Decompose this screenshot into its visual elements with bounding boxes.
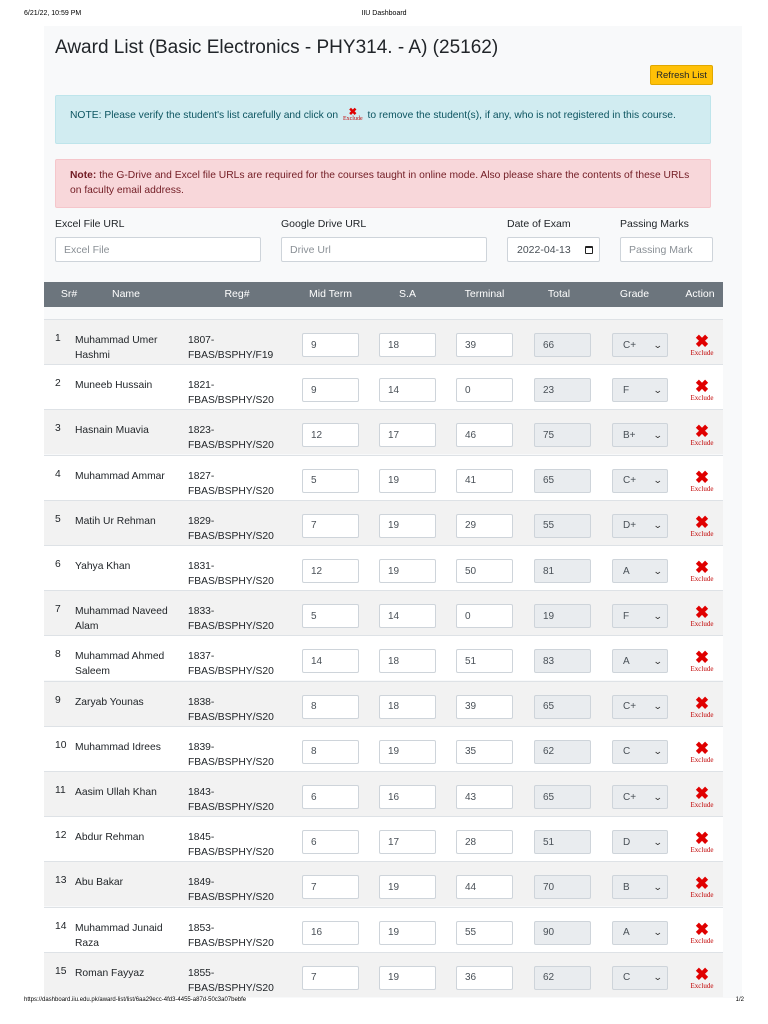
student-name: Matih Ur Rehman — [75, 515, 156, 527]
close-icon: ✖ — [694, 377, 710, 397]
chevron-down-icon: ⌄ — [653, 701, 664, 712]
inline-exclude-icon: ✖ Exclude — [342, 107, 363, 122]
row-sr: 3 — [55, 423, 61, 435]
header-grade: Grade — [619, 288, 650, 300]
student-name: Muhammad Idrees — [75, 741, 161, 753]
exam-date-label: Date of Exam — [507, 218, 571, 230]
grade-select[interactable] — [612, 559, 668, 583]
registration-number: 1845-FBAS/BSPHY/S20 — [188, 832, 274, 859]
student-name: Abu Bakar — [75, 877, 124, 889]
close-icon: ✖ — [694, 422, 710, 442]
exclude-button[interactable] — [684, 605, 720, 628]
mid-term-input[interactable] — [302, 649, 359, 673]
exclude-label: Exclude — [690, 981, 714, 990]
terminal-input[interactable] — [456, 469, 513, 493]
table-header — [44, 282, 723, 307]
sa-input[interactable] — [379, 966, 436, 990]
total-field — [534, 333, 591, 357]
student-name: Aasim Ullah Khan — [75, 787, 157, 798]
close-icon: ✖ — [694, 603, 710, 623]
table-row — [44, 861, 723, 906]
mid-term-input[interactable] — [302, 378, 359, 402]
close-icon: ✖ — [694, 964, 710, 984]
terminal-input[interactable] — [456, 378, 513, 402]
grade-value: A — [623, 565, 630, 577]
grade-value: C+ — [623, 475, 637, 487]
student-name: Muneeb Hussain — [75, 380, 153, 392]
terminal-input[interactable] — [456, 740, 513, 764]
total-value: 90 — [543, 927, 555, 939]
table-row — [44, 907, 723, 952]
drive-url-input[interactable] — [281, 237, 487, 262]
exclude-label: Exclude — [690, 529, 714, 538]
url-requirement-note — [55, 159, 711, 208]
registration-number: 1853-FBAS/BSPHY/S20 — [188, 922, 274, 949]
row-sr: 2 — [55, 378, 61, 390]
header-mid-term: Mid Term — [309, 288, 352, 300]
grade-select[interactable] — [612, 649, 668, 673]
grade-select[interactable] — [612, 514, 668, 538]
exclude-button[interactable] — [684, 876, 720, 899]
header-name: Name — [111, 288, 140, 300]
exclude-label: Exclude — [690, 575, 714, 583]
print-url: https://dashboard.iiu.edu.pk/award-list/list/6aa29ecc-4fd3-4455-a87d-50c3a07bebfe — [24, 997, 247, 1003]
exclude-label: Exclude — [690, 349, 714, 357]
grade-value: C+ — [623, 701, 637, 713]
exclude-button[interactable] — [684, 650, 720, 673]
exclude-button[interactable] — [684, 379, 720, 402]
table-row — [44, 681, 723, 726]
chevron-down-icon: ⌄ — [653, 881, 664, 892]
grade-select[interactable] — [612, 740, 668, 764]
grade-select[interactable] — [612, 966, 668, 990]
exclude-button[interactable] — [684, 424, 720, 447]
total-value: 62 — [543, 746, 555, 758]
refresh-list-button[interactable]: Refresh List — [650, 65, 713, 85]
student-name: Yahya Khan — [75, 561, 131, 572]
registration-number: 1839-FBAS/BSPHY/S20 — [188, 741, 274, 768]
exclude-label: Exclude — [690, 891, 714, 900]
terminal-input[interactable] — [456, 423, 513, 447]
chevron-down-icon: ⌄ — [653, 384, 664, 395]
total-field — [534, 604, 591, 628]
total-value: 65 — [543, 475, 555, 487]
passing-marks-input[interactable] — [620, 237, 713, 262]
registration-number: 1843-FBAS/BSPHY/S20 — [188, 787, 274, 813]
sa-input[interactable] — [379, 740, 436, 764]
table-row — [44, 319, 723, 364]
chevron-down-icon: ⌄ — [653, 927, 664, 938]
mid-term-input[interactable] — [302, 695, 359, 719]
total-field — [534, 695, 591, 719]
table-row — [44, 455, 723, 500]
exclude-button[interactable] — [684, 512, 720, 538]
exclude-button[interactable] — [684, 560, 720, 583]
table-row — [44, 500, 723, 545]
grade-value: A — [623, 655, 630, 667]
total-field — [534, 423, 591, 447]
close-icon: ✖ — [694, 467, 710, 487]
total-value: 65 — [543, 791, 555, 803]
row-sr: 7 — [55, 604, 61, 616]
exclude-button[interactable] — [684, 334, 720, 357]
award-list-card — [44, 26, 742, 998]
row-sr: 4 — [55, 468, 61, 480]
exam-date-value: 2022-04-13 — [517, 243, 571, 256]
grade-select[interactable] — [612, 921, 668, 945]
exclude-label: Exclude — [690, 439, 714, 448]
terminal-input[interactable] — [456, 514, 513, 538]
chevron-down-icon: ⌄ — [653, 746, 664, 757]
exclude-label: Exclude — [690, 936, 714, 945]
table-row — [44, 771, 723, 816]
total-field — [534, 740, 591, 764]
chevron-down-icon: ⌄ — [653, 791, 664, 802]
mid-term-input[interactable] — [302, 514, 359, 538]
terminal-input[interactable] — [456, 695, 513, 719]
student-name: Abdur Rehman — [75, 832, 145, 844]
exclude-label: Exclude — [690, 710, 714, 719]
close-icon: ✖ — [694, 332, 710, 351]
terminal-input[interactable] — [456, 559, 513, 583]
total-field — [534, 785, 591, 809]
close-icon: ✖ — [694, 919, 710, 939]
page-title: Award List (Basic Electronics - PHY314. - A) (25162) — [55, 37, 499, 58]
sa-input[interactable] — [379, 514, 436, 538]
exclude-button[interactable] — [684, 831, 720, 854]
mid-term-input[interactable] — [302, 921, 359, 945]
sa-input[interactable] — [379, 469, 436, 493]
registration-number: 1827-FBAS/BSPHY/S20 — [188, 470, 274, 497]
note-danger-text: the G-Drive and Excel file URLs are required for the courses taught in online mode. Also please share the contents of these URLs on faculty email address. — [70, 170, 690, 196]
note-bold-label: Note: — [70, 170, 97, 181]
exclude-label: Exclude — [690, 755, 714, 764]
mid-term-input[interactable] — [302, 966, 359, 990]
terminal-input[interactable] — [456, 830, 513, 854]
chevron-down-icon: ⌄ — [653, 475, 664, 486]
grade-value: C+ — [623, 791, 637, 803]
total-value: 75 — [543, 429, 555, 441]
sa-input[interactable] — [379, 378, 436, 402]
total-field — [534, 830, 591, 854]
sa-input[interactable] — [379, 830, 436, 854]
total-value: 19 — [543, 610, 555, 622]
grade-select[interactable] — [612, 830, 668, 854]
exclude-button[interactable] — [684, 693, 720, 719]
sa-input[interactable] — [379, 921, 436, 945]
registration-number: 1829-FBAS/BSPHY/S20 — [188, 515, 274, 542]
close-icon: ✖ — [694, 512, 710, 532]
exclude-button[interactable] — [684, 786, 720, 809]
row-sr: 11 — [55, 785, 66, 796]
grade-select[interactable] — [612, 333, 668, 357]
chevron-down-icon: ⌄ — [653, 972, 664, 983]
print-footer — [24, 997, 744, 1009]
total-field — [534, 875, 591, 899]
grade-value: B+ — [623, 429, 636, 441]
verify-note-text-before: NOTE: Please verify the student's list carefully and click on — [70, 110, 339, 121]
close-icon: ✖ — [694, 738, 710, 758]
row-sr: 12 — [55, 830, 67, 842]
total-value: 83 — [543, 655, 555, 667]
table-row — [44, 409, 723, 454]
row-sr: 14 — [55, 920, 67, 932]
exclude-label: Exclude — [690, 665, 714, 674]
chevron-down-icon: ⌄ — [653, 655, 664, 666]
close-icon: ✖ — [694, 648, 710, 668]
exclude-label: Exclude — [690, 801, 714, 809]
registration-number: 1837-FBAS/BSPHY/S20 — [188, 651, 274, 678]
terminal-input[interactable] — [456, 966, 513, 990]
mid-term-input[interactable] — [302, 604, 359, 628]
mid-term-input[interactable] — [302, 559, 359, 583]
terminal-input[interactable] — [456, 649, 513, 673]
header-sr: Sr# — [60, 288, 78, 300]
verify-note — [55, 95, 711, 144]
sa-input[interactable] — [379, 649, 436, 673]
total-value: 66 — [543, 339, 555, 351]
grade-value: F — [623, 610, 630, 622]
registration-number: 1807-FBAS/BSPHY/F19 — [188, 335, 274, 361]
chevron-down-icon: ⌄ — [653, 836, 664, 847]
row-sr: 6 — [55, 559, 61, 570]
total-field — [534, 469, 591, 493]
total-value: 81 — [543, 565, 555, 577]
sa-input[interactable] — [379, 423, 436, 447]
mid-term-input[interactable] — [302, 469, 359, 493]
grade-value: B — [623, 881, 630, 893]
registration-number: 1833-FBAS/BSPHY/S20 — [188, 606, 274, 633]
registration-number: 1849-FBAS/BSPHY/S20 — [188, 877, 274, 904]
grade-select[interactable] — [612, 378, 668, 402]
table-row — [44, 726, 723, 771]
student-name: Muhammad Ammar — [75, 470, 165, 482]
mid-term-input[interactable] — [302, 830, 359, 854]
registration-number: 1831-FBAS/BSPHY/S20 — [188, 561, 274, 587]
exclude-label: Exclude — [690, 484, 714, 493]
grade-select[interactable] — [612, 423, 668, 447]
student-name: Zaryab Younas — [75, 696, 144, 708]
exclude-button[interactable] — [684, 738, 720, 764]
grade-value: C — [623, 746, 631, 758]
excel-url-input[interactable] — [55, 237, 261, 262]
sa-input[interactable] — [379, 785, 436, 809]
grade-value: D — [623, 836, 631, 848]
grade-value: C+ — [623, 339, 637, 351]
grade-value: D+ — [623, 520, 637, 532]
table-row — [44, 364, 723, 409]
row-sr: 5 — [55, 513, 61, 525]
sa-input[interactable] — [379, 333, 436, 357]
row-sr: 9 — [55, 694, 61, 706]
row-sr: 8 — [55, 649, 61, 661]
row-sr: 1 — [55, 333, 61, 344]
chevron-down-icon: ⌄ — [653, 339, 664, 350]
total-field — [534, 649, 591, 673]
close-icon: ✖ — [694, 829, 710, 849]
sa-input[interactable] — [379, 559, 436, 583]
terminal-input[interactable] — [456, 785, 513, 809]
table-row — [44, 816, 723, 861]
row-sr: 10 — [55, 739, 67, 751]
table-row — [44, 952, 723, 997]
close-icon: ✖ — [694, 558, 710, 577]
grade-select[interactable] — [612, 785, 668, 809]
mid-term-input[interactable] — [302, 740, 359, 764]
print-date: 6/21/22, 10:59 PM — [24, 10, 82, 17]
registration-number: 1838-FBAS/BSPHY/S20 — [188, 696, 274, 723]
close-icon: ✖ — [694, 874, 710, 894]
terminal-input[interactable] — [456, 333, 513, 357]
total-field — [534, 514, 591, 538]
drive-url-label: Google Drive URL — [281, 218, 367, 230]
registration-number: 1821-FBAS/BSPHY/S20 — [188, 380, 274, 407]
calendar-icon[interactable] — [585, 246, 593, 254]
mid-term-input[interactable] — [302, 333, 359, 357]
terminal-input[interactable] — [456, 921, 513, 945]
mid-term-input[interactable] — [302, 423, 359, 447]
header-terminal: Terminal — [464, 288, 505, 300]
student-name: Muhammad Naveed Alam — [75, 606, 168, 633]
student-name: Muhammad Ahmed Saleem — [75, 651, 165, 678]
total-value: 65 — [543, 701, 555, 713]
grade-value: A — [623, 927, 630, 939]
grade-select[interactable] — [612, 875, 668, 899]
exclude-label: Exclude — [690, 394, 714, 403]
exclude-label: Exclude — [690, 846, 714, 855]
sa-input[interactable] — [379, 604, 436, 628]
excel-url-label: Excel File URL — [55, 218, 125, 230]
total-field — [534, 559, 591, 583]
terminal-input[interactable] — [456, 604, 513, 628]
total-field — [534, 966, 591, 990]
row-sr: 13 — [55, 875, 67, 887]
sa-input[interactable] — [379, 875, 436, 899]
passing-marks-label: Passing Marks — [620, 218, 689, 230]
grade-select[interactable] — [612, 604, 668, 628]
header-total: Total — [547, 288, 571, 300]
header-reg: Reg# — [224, 288, 250, 300]
grade-select[interactable] — [612, 695, 668, 719]
header-sa: S.A — [399, 288, 416, 300]
print-page-number: 1/2 — [735, 997, 744, 1003]
student-name: Muhammad Umer Hashmi — [75, 335, 158, 361]
student-name: Hasnain Muavia — [75, 425, 149, 437]
chevron-down-icon: ⌄ — [653, 565, 664, 576]
chevron-down-icon: ⌄ — [653, 429, 664, 440]
table-row — [44, 590, 723, 635]
total-value: 51 — [543, 836, 555, 848]
total-value: 62 — [543, 972, 555, 984]
student-name: Muhammad Junaid Raza — [75, 922, 163, 949]
print-header — [24, 10, 744, 24]
registration-number: 1855-FBAS/BSPHY/S20 — [188, 967, 274, 994]
exclude-button[interactable] — [684, 467, 720, 493]
total-field — [534, 921, 591, 945]
header-action: Action — [685, 288, 715, 300]
mid-term-input[interactable] — [302, 875, 359, 899]
close-icon: ✖ — [694, 693, 710, 713]
total-field — [534, 378, 591, 402]
student-name: Roman Fayyaz — [75, 967, 145, 979]
exclude-button[interactable] — [684, 919, 720, 945]
sa-input[interactable] — [379, 695, 436, 719]
grade-value: C — [623, 972, 631, 984]
close-icon: ✖ — [694, 784, 710, 803]
total-value: 55 — [543, 520, 555, 532]
exam-date-input[interactable] — [507, 237, 600, 262]
print-title: IIU Dashboard — [361, 10, 407, 17]
table-row — [44, 545, 723, 590]
mid-term-input[interactable] — [302, 785, 359, 809]
registration-number: 1823-FBAS/BSPHY/S20 — [188, 425, 274, 452]
table-row — [44, 635, 723, 680]
verify-note-text-after: to remove the student(s), if any, who is not registered in this course. — [367, 110, 676, 121]
chevron-down-icon: ⌄ — [653, 610, 664, 621]
total-value: 70 — [543, 881, 555, 893]
grade-select[interactable] — [612, 469, 668, 493]
grade-value: F — [623, 384, 630, 396]
row-sr: 15 — [55, 965, 67, 977]
exclude-label: Exclude — [690, 620, 714, 629]
chevron-down-icon: ⌄ — [653, 520, 664, 531]
terminal-input[interactable] — [456, 875, 513, 899]
exclude-button[interactable] — [684, 964, 720, 990]
total-value: 23 — [543, 384, 555, 396]
